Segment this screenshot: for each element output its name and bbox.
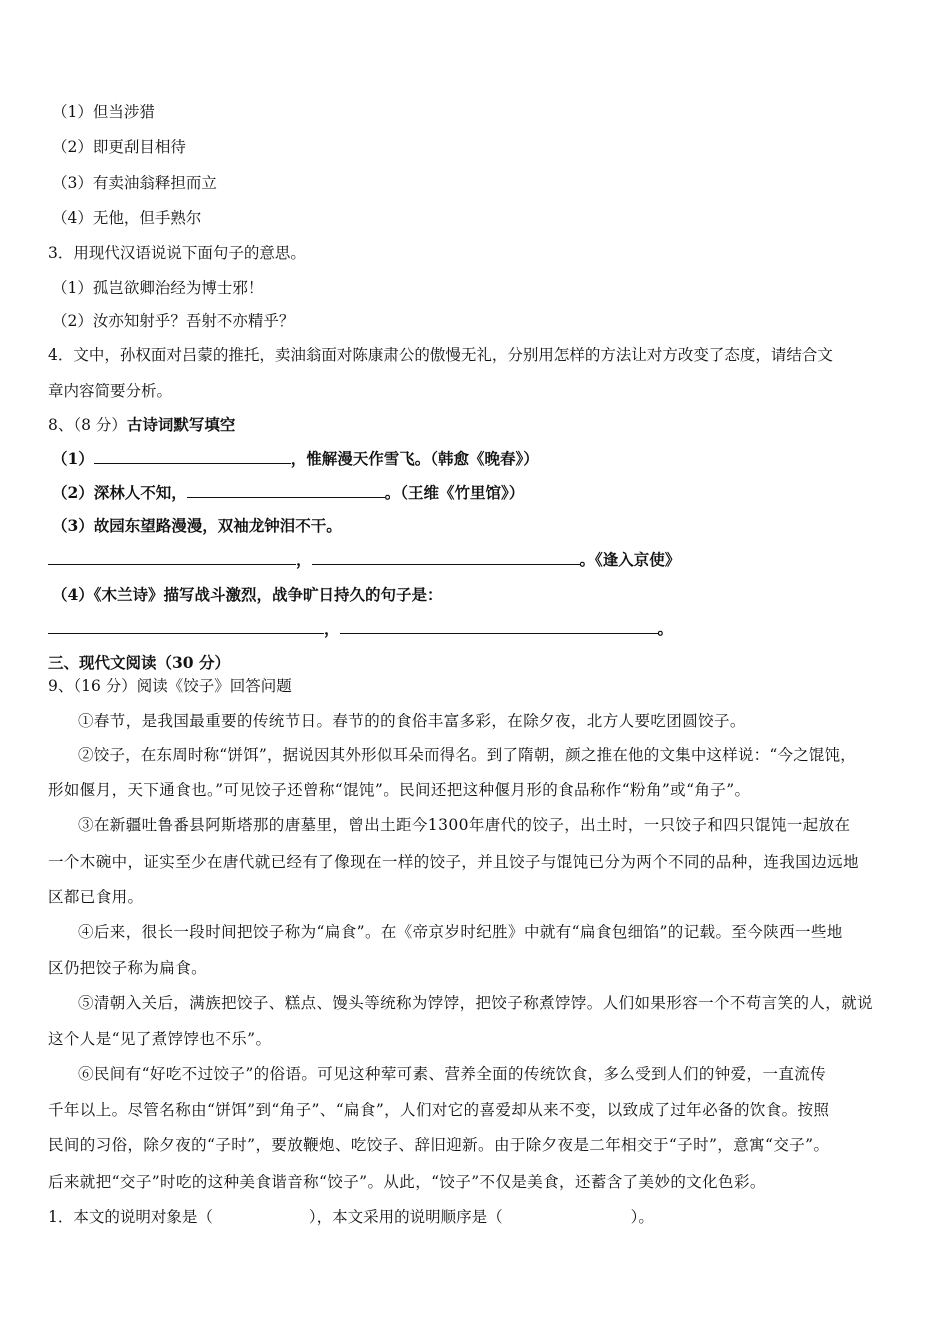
q9-sub1-part-a: 1．本文的说明对象是（	[48, 1208, 213, 1226]
q8-item-1-blank[interactable]	[94, 449, 291, 464]
q9-title: 9、（16 分）阅读《饺子》回答问题	[48, 677, 292, 695]
q2-item-3: （3）有卖油翁释担而立	[52, 174, 217, 192]
q2-item-1: （1）但当涉猎	[52, 103, 155, 121]
q8-number: 8、（8 分）	[48, 416, 127, 434]
q9-paragraph-5-line-1: ⑤清朝入关后，满族把饺子、糕点、馒头等统称为饽饽，把饺子称煮饽饽。人们如果形容一个不苟言笑的人，就说	[78, 994, 874, 1012]
q9-sub1-part-c: ）。	[630, 1208, 654, 1226]
q3-item-2: （2）汝亦知射乎？吾射不亦精乎？	[52, 312, 295, 330]
q9-paragraph-2-line-1: ②饺子，在东周时称“饼饵”，据说因其外形似耳朵而得名。到了隋朝，颜之推在他的文集中这样说：“今之馄饨，	[78, 746, 856, 764]
q9-paragraph-5-line-2: 这个人是“见了煮饽饽也不乐”。	[48, 1030, 272, 1048]
q9-paragraph-1: ①春节，是我国最重要的传统节日。春节的的食俗丰富多彩，在除夕夜，北方人要吃团圆饺子。	[78, 712, 746, 730]
q8-item-1-suffix: ，惟解漫天作雪飞。（韩愈《晚春》）	[290, 449, 539, 468]
q8-item-2-prefix: （2）深林人不知，	[52, 483, 187, 502]
q9-paragraph-3-line-3: 区都已食用。	[48, 888, 144, 906]
q8-item-3-suffix: 。《逢入京使》	[579, 550, 681, 569]
q3-title: 3．用现代汉语说说下面句子的意思。	[48, 244, 306, 262]
q9-sub1-part-b: ），本文采用的说明顺序是（	[308, 1208, 503, 1226]
q9-paragraph-4-line-2: 区仍把饺子称为扁食。	[48, 959, 208, 977]
q8-item-3-sep: ，	[296, 550, 312, 569]
q8-item-4-answer	[48, 619, 673, 639]
q9-paragraph-2-line-2: 形如偃月，天下通食也。”可见饺子还曾称“馄饨”。民间还把这种偃月形的食品称作“粉角”或“角子”。	[48, 781, 751, 799]
q8-item-1-prefix: （1）	[52, 449, 94, 468]
q8-item-3-answer	[48, 550, 680, 570]
q8-heading	[48, 415, 235, 435]
q4-line-2: 章内容简要分析。	[48, 382, 173, 400]
q9-paragraph-3-line-1: ③在新疆吐鲁番县阿斯塔那的唐墓里，曾出土距今1300年唐代的饺子，出土时，一只饺子和四只馄饨一起放在	[78, 816, 851, 834]
q3-item-1: （1）孤岂欲卿治经为博士邪！	[52, 279, 264, 297]
q9-paragraph-6-line-1: ⑥民间有“好吃不过饺子”的俗语。可见这种荤可素、营养全面的传统饮食，多么受到人们的钟爱，一直流传	[78, 1065, 827, 1083]
q8-item-4-blank-2[interactable]	[340, 619, 658, 634]
q8-item-2-suffix: 。（王维《竹里馆》）	[384, 483, 525, 502]
q8-item-2	[52, 483, 524, 503]
q4-line-1: 4．文中，孙权面对吕蒙的推托，卖油翁面对陈康肃公的傲慢无礼，分别用怎样的方法让对方改变了态度，请结合文	[48, 346, 833, 364]
q8-item-4-sep: ，	[324, 619, 340, 638]
q8-item-2-blank[interactable]	[187, 483, 385, 498]
q9-paragraph-6-line-3: 民间的习俗，除夕夜的“子时”，要放鞭炮、吃饺子、辞旧迎新。由于除夕夜是二年相交于“子时”，意寓“交子”。	[48, 1136, 830, 1154]
q8-item-3-blank-1[interactable]	[48, 550, 296, 565]
q2-item-2: （2）即更刮目相待	[52, 138, 186, 156]
q8-item-4: （4）《木兰诗》描写战斗激烈，战争旷日持久的句子是：	[52, 585, 443, 604]
q9-paragraph-6-line-4: 后来就把“交子”时吃的这种美食谐音称“饺子”。从此，“饺子”不仅是美食，还蓄含了美妙的文化色彩。	[48, 1173, 766, 1191]
q8-item-3-blank-2[interactable]	[312, 550, 580, 565]
q9-paragraph-4-line-1: ④后来，很长一段时间把饺子称为“扁食”。在《帝京岁时纪胜》中就有“扁食包细馅”的记载。至今陕西一些地	[78, 923, 843, 941]
q8-title: 古诗词默写填空	[126, 415, 236, 434]
q9-paragraph-6-line-2: 千年以上。尽管名称由“饼饵”到“角子”、“扁食”，人们对它的喜爱却从来不变，以致成了过年必备的饮食。按照	[48, 1101, 830, 1119]
q8-item-4-blank-1[interactable]	[48, 619, 324, 634]
q8-item-4-end: 。	[657, 619, 674, 638]
q8-item-1	[52, 449, 539, 469]
q9-paragraph-3-line-2: 一个木碗中，证实至少在唐代就已经有了像现在一样的饺子，并且饺子与馄饨已分为两个不同的品种，连我国边远地	[48, 853, 859, 871]
q9-sub-question-1	[48, 1207, 654, 1227]
q2-item-4: （4）无他，但手熟尔	[52, 209, 202, 227]
q8-item-3: （3）故园东望路漫漫，双袖龙钟泪不干。	[52, 516, 342, 535]
section-3-title: 三、现代文阅读（30 分）	[48, 653, 230, 672]
